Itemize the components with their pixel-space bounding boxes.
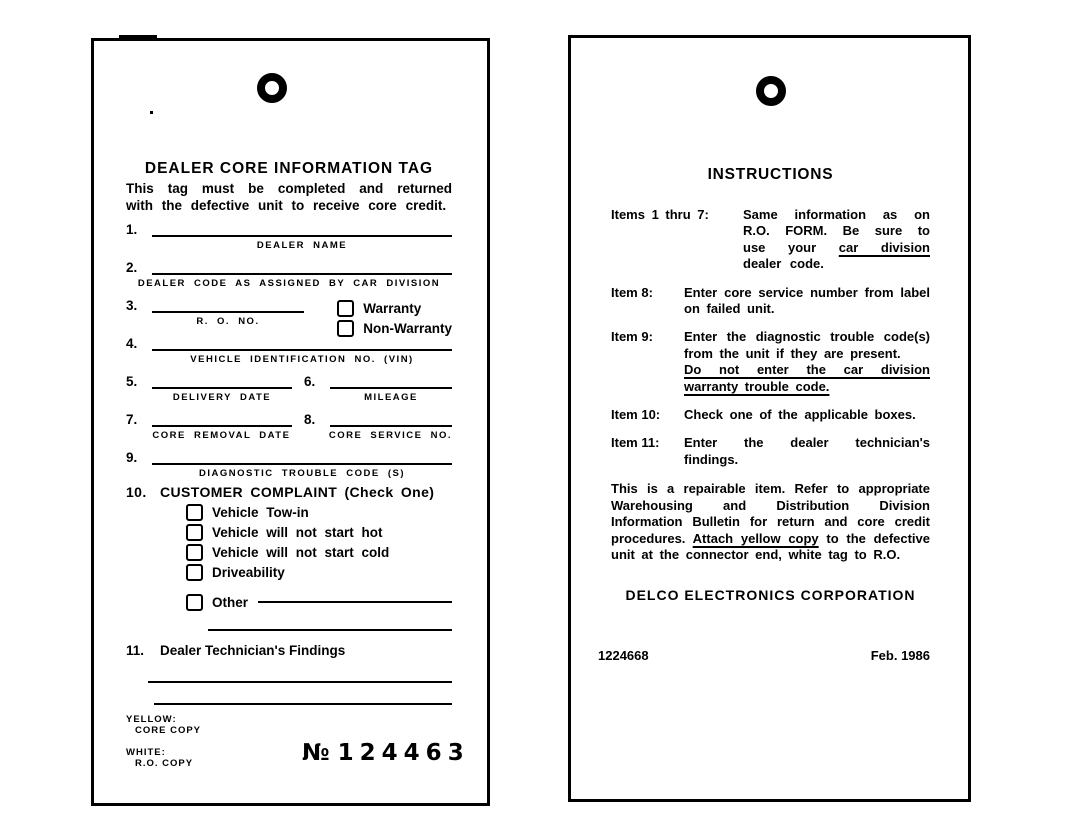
field-label: DIAGNOSTIC TROUBLE CODE (S): [198, 468, 406, 479]
scan-artifact: [119, 35, 157, 39]
copy-color-label: YELLOW:: [126, 714, 177, 725]
dealer-core-information-tag: [91, 38, 490, 806]
field-label: DELIVERY DATE: [172, 392, 272, 403]
checkbox-label: Vehicle will not start hot: [212, 524, 383, 540]
checkbox-label: Driveability: [212, 564, 285, 580]
instruction-label: Item 9:: [611, 329, 653, 345]
writing-line: [152, 463, 452, 465]
company-name: DELCO ELECTRONICS CORPORATION: [625, 587, 916, 604]
checkbox: [186, 594, 203, 611]
text-run: Enter the diagnostic trouble code(s) from the unit if they are present.: [684, 329, 930, 361]
field-label: VEHICLE IDENTIFICATION NO. (VIN): [190, 354, 414, 365]
checkbox-label: Non-Warranty: [363, 320, 452, 336]
left-tag-footer: [126, 714, 470, 769]
left-tag-intro: This tag must be completed and returned with the defective unit to receive core credit.: [126, 181, 452, 213]
checkbox-label: Other: [212, 594, 249, 610]
instruction-item-8: [611, 285, 930, 318]
instruction-label: Item 11:: [611, 435, 660, 451]
complaint-option: [186, 544, 452, 561]
repairable-item-paragraph: [611, 481, 930, 563]
instruction-label: Item 10:: [611, 407, 661, 423]
right-tag-footer: [598, 648, 930, 663]
complaint-option: [186, 504, 452, 521]
writing-line: [330, 387, 452, 389]
warranty-checkbox-group: [337, 300, 452, 337]
field-number: 11.: [126, 643, 145, 658]
serial-number: [302, 740, 470, 766]
field-number: 6.: [304, 374, 316, 389]
field-number: 4.: [126, 336, 138, 351]
instruction-text: [684, 329, 930, 395]
text-run: This is a repairable item. Refer to appropriate Warehousing and Distribution Division Information Bulletin for return and core credit procedures.: [611, 481, 930, 546]
instructions-tag: [568, 35, 971, 802]
checkbox: [186, 544, 203, 561]
field-number: 2.: [126, 260, 138, 275]
writing-line: [152, 273, 452, 275]
field-vin: [126, 336, 452, 366]
numero-sign: №: [302, 740, 330, 766]
field-number: 9.: [126, 450, 138, 465]
instruction-label: Items 1 thru 7:: [611, 207, 709, 222]
underlined-text: Do not enter the car division warranty trouble code.: [684, 362, 930, 394]
revision-date: Feb. 1986: [870, 648, 930, 664]
part-number: 1224668: [598, 648, 649, 664]
serial-digits: 124463: [337, 740, 470, 766]
field-number: 10.: [126, 484, 147, 500]
underlined-text: Attach yellow copy: [692, 530, 819, 546]
writing-line: [148, 681, 452, 683]
warranty-option: [337, 300, 452, 317]
field-label: DEALER CODE AS ASSIGNED BY CAR DIVISION: [137, 278, 441, 289]
writing-line: [152, 311, 304, 313]
punch-hole: [257, 73, 287, 103]
copy-value: R.O. COPY: [135, 758, 194, 769]
section-heading: CUSTOMER COMPLAINT (Check One): [160, 484, 435, 500]
instruction-text: [743, 207, 930, 273]
checkbox: [337, 320, 354, 337]
field-dealer-code: [126, 260, 452, 290]
instructions-title: INSTRUCTIONS: [707, 166, 834, 183]
complaint-option-other: [186, 594, 452, 611]
field-label: CORE REMOVAL DATE: [152, 430, 291, 441]
instruction-item-9: [611, 329, 930, 395]
instruction-text: Enter the dealer technician's findings.: [684, 435, 930, 467]
field-number: 8.: [304, 412, 316, 427]
instruction-items-1-7: [611, 207, 930, 273]
field-label: MILEAGE: [364, 392, 418, 403]
checkbox: [186, 504, 203, 521]
checkbox: [186, 564, 203, 581]
writing-line: [208, 629, 452, 631]
copy-color-label: WHITE:: [126, 747, 166, 758]
complaint-option: [186, 564, 452, 581]
text-run: to the defective unit at the connector end, white tag to R.O.: [611, 530, 931, 562]
writing-line: [152, 235, 452, 237]
writing-line: [330, 425, 452, 427]
scan-artifact: [150, 111, 153, 114]
section-heading: Dealer Technician's Findings: [160, 643, 346, 658]
checkbox-label: Vehicle will not start cold: [212, 544, 390, 560]
writing-line: [152, 425, 292, 427]
complaint-options: [186, 504, 452, 611]
writing-line: [152, 349, 452, 351]
writing-line: [258, 601, 452, 603]
checkbox: [337, 300, 354, 317]
instruction-text: Check one of the applicable boxes.: [684, 407, 916, 423]
left-tag-title: DEALER CORE INFORMATION TAG: [144, 160, 434, 177]
field-number: 3.: [126, 298, 138, 313]
checkbox-label: Vehicle Tow-in: [212, 504, 309, 520]
field-technician-findings: [126, 643, 452, 705]
field-label: DEALER NAME: [256, 240, 348, 251]
underlined-text: car division: [838, 239, 930, 255]
field-number: 5.: [126, 374, 138, 389]
checkbox: [186, 524, 203, 541]
field-number: 7.: [126, 412, 138, 427]
instruction-item-10: [611, 407, 930, 423]
writing-line: [152, 387, 292, 389]
field-ro-no: [126, 298, 452, 336]
non-warranty-option: [337, 320, 452, 337]
yellow-copy-note: [126, 714, 452, 736]
instructions-list: [611, 207, 930, 468]
checkbox-label: Warranty: [363, 300, 422, 316]
instruction-item-11: [611, 435, 930, 468]
text-run: Same information as on R.O. FORM. Be sure to use your: [743, 207, 930, 255]
complaint-option: [186, 524, 452, 541]
text-run: dealer code.: [743, 256, 824, 272]
field-customer-complaint: [126, 484, 452, 631]
field-dealer-name: [126, 222, 452, 252]
punch-hole: [756, 76, 786, 106]
field-label: R. O. NO.: [196, 316, 260, 327]
copy-value: CORE COPY: [135, 725, 202, 736]
writing-line: [154, 703, 452, 705]
field-label: CORE SERVICE NO.: [328, 430, 452, 441]
instruction-label: Item 8:: [611, 284, 653, 300]
field-number: 1.: [126, 222, 138, 237]
instruction-text: Enter core service number from label on failed unit.: [684, 284, 930, 317]
field-diagnostic-code: [126, 450, 452, 480]
field-delivery-mileage: [126, 374, 452, 404]
field-core-removal-service: [126, 412, 452, 442]
